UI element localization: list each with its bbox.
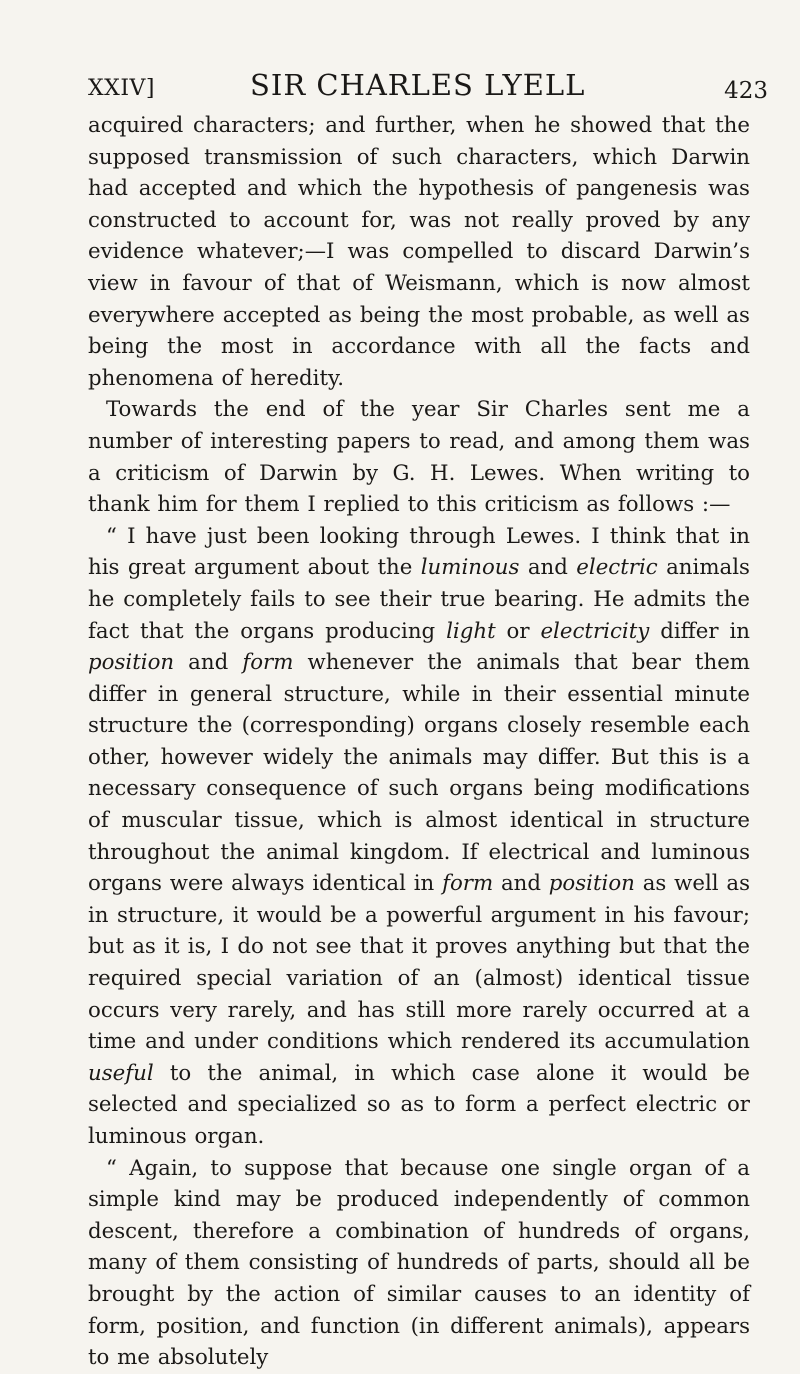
text-run: and — [519, 555, 577, 581]
paragraph — [88, 394, 750, 520]
text-run: animals he completely fails to see their true bearing. He admits the fact that the organs producing — [88, 555, 750, 644]
italic-term: form — [442, 871, 494, 897]
italic-term: position — [548, 871, 635, 897]
running-header — [88, 68, 768, 104]
text-run: whenever the animals that bear them differ in general structure, while in their essential minute structure the (corresponding) organs closely resemble each other, however widely the animals may differ. But this is a necessary consequence of such organs being modifications of muscular tissue, which is almost identical in structure throughout the animal kingdom. If electrical and luminous organs were always identical in — [88, 650, 750, 897]
text-run: differ in — [649, 618, 750, 644]
text-run: or — [495, 618, 541, 644]
text-run: Towards the end of the year Sir Charles sent me a number of interesting papers to read, and among them was a criticism of Darwin by G. H. Lewes. When writing to thank him for them I replied to this criticism as follows :— — [88, 397, 750, 518]
text-run: to the animal, in which case alone it would be selected and specialized so as to form a perfect electric or luminous organ. — [88, 1060, 750, 1149]
body-text — [88, 110, 750, 1374]
italic-term: form — [242, 650, 294, 676]
italic-term: light — [446, 618, 496, 644]
italic-term: luminous — [420, 555, 520, 581]
text-run: “ I have just been looking through Lewes. I think that in his great argument about the — [88, 523, 750, 581]
text-run: and — [174, 650, 243, 676]
running-title: SIR CHARLES LYELL — [250, 68, 586, 102]
text-run: as well as in structure, it would be a powerful argument in his favour; but as it is, I do not see that it proves anything but that the required special variation of an (almost) identical tissue occurs very rarely, and has still more rarely occurred at a time and under conditions which rendered its accumulation — [88, 871, 750, 1055]
paragraph — [88, 521, 750, 1153]
paragraph — [88, 110, 750, 394]
text-run: and — [493, 871, 549, 897]
text-run: “ Again, to suppose that because one single organ of a simple kind may be produced independently of common descent, therefore a combination of hundreds of organs, many of them consisting of hundreds of parts, should all be brought by the action of similar causes to an identity of form, position, and function (in different animals), appears to me absolutely — [88, 1155, 750, 1371]
italic-term: useful — [88, 1060, 154, 1086]
italic-term: electric — [576, 555, 658, 581]
text-run: acquired characters; and further, when he showed that the supposed transmission of such characters, which Darwin had accepted and which the hypothesis of pangenesis was constructed to account for, was not really proved by any evidence whatever;—I was compelled to discard Darwin’s view in favour of that of Weismann, which is now almost everywhere accepted as being the most probable, as well as being the most in accordance with all the facts and phenomena of heredity. — [88, 113, 750, 391]
italic-term: electricity — [540, 618, 650, 644]
chapter-marker: XXIV] — [88, 76, 155, 101]
italic-term: position — [88, 650, 175, 676]
paragraph — [88, 1153, 750, 1374]
page-number: 423 — [724, 78, 768, 104]
